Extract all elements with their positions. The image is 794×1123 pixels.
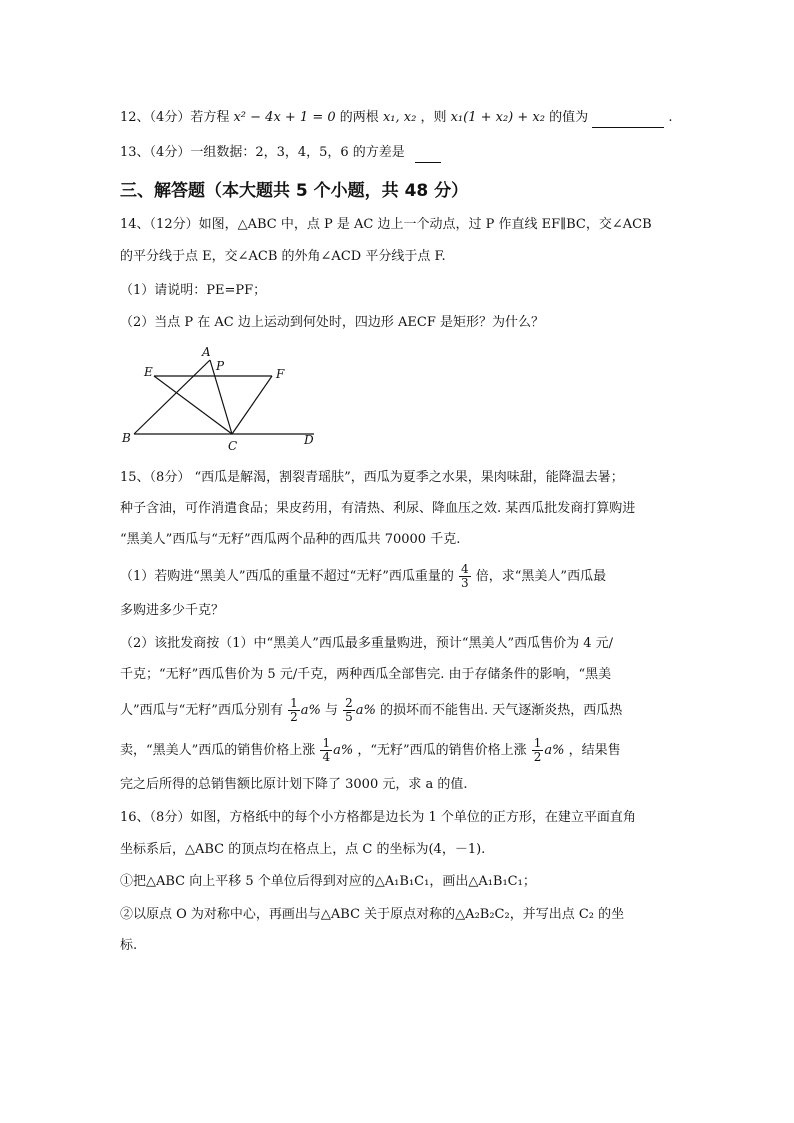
label-d: D (304, 433, 314, 447)
question-13 (120, 143, 441, 163)
q12-expression: x₁(1 + x₂) + x₂ (450, 110, 545, 125)
fraction-2-5: $\frac{2}{5}$ (345, 696, 353, 724)
q14-part-1: （1）请说明：PE=PF； (120, 283, 267, 298)
fraction-4-3: $\frac{4}{3}$ (461, 562, 469, 590)
q15-part-2-line-3: 人”西瓜与“无籽”西瓜分别有 $\frac{1}{2}$ a% 与 $\frac{2}{5}$ a% 的损坏而不能售出. 天气逐渐炎热，西瓜热 (120, 696, 623, 724)
q15-p1-text-b: 倍，求“黑美人”西瓜最 (475, 569, 607, 584)
q13-text: 13、（4分）一组数据：2，3，4，5，6 的方差是 (120, 145, 405, 160)
q12-answer-blank (592, 113, 664, 128)
q12-tail: 的值为 (549, 110, 589, 125)
q14-line-2: 的平分线于点 E，交∠ACB 的外角∠ACD 平分线于点 F. (120, 249, 446, 264)
label-e: E (144, 365, 153, 379)
q15-part-1 (120, 563, 606, 590)
label-c: C (228, 439, 238, 453)
q12-lead: 12、（4分）若方程 (120, 110, 230, 125)
question-12 (120, 108, 673, 128)
q15-part-2-line-5: 完之后所得的总销售额比原计划下降了 3000 元，求 a 的值. (120, 777, 468, 792)
q16-line-2: 坐标系后，△ABC 的顶点均在格点上，点 C 的坐标为(4，－1). (120, 842, 486, 857)
q12-mid: 的两根 (339, 110, 379, 125)
q15-part-2-line-1: （2）该批发商按（1）中“黑美人”西瓜最多重量购进，预计“黑美人”西瓜售价为 4 元/ (120, 636, 614, 651)
q15-p1-text-a: （1）若购进“黑美人”西瓜的重量不超过“无籽”西瓜重量的 (120, 569, 454, 584)
label-a: A (202, 345, 211, 359)
q16-line-3: ①把△ABC 向上平移 5 个单位后得到对应的△A₁B₁C₁，画出△A₁B₁C₁； (120, 874, 536, 889)
q12-mid2: ，则 (420, 110, 447, 125)
fraction-1-4: $\frac{1}{4}$ (322, 736, 331, 764)
label-f: F (276, 367, 285, 381)
q15-part-1-cont: 多购进多少千克？ (120, 603, 225, 618)
section-3-title: 三、解答题（本大题共 5 个小题，共 48 分） (120, 181, 469, 201)
q12-equation: x² − 4x + 1 = 0 (233, 110, 336, 125)
q12-roots: x₁, x₂ (382, 110, 417, 125)
q15-line-1: 15、（8分） “西瓜是解渴，割裂青瑶肤”，西瓜为夏季之水果，果肉味甜，能降温去暑； (120, 470, 624, 485)
q14-line-1: 14、（12分）如图，△ABC 中，点 P 是 AC 边上一个动点，过 P 作直线 EF∥BC，交∠ACB (120, 217, 652, 232)
q15-part-2-line-4: 卖，“黑美人”西瓜的销售价格上涨 $\frac{1}{4}$ a% ，“无籽”西瓜的销售价格上涨 $\frac{1}{2}$ a% ，结果售 (120, 736, 621, 764)
q16-line-1: 16、（8分）如图，方格纸中的每个小方格都是边长为 1 个单位的正方形，在建立平面直角 (120, 810, 636, 825)
line-cf (232, 376, 272, 434)
label-b: B (122, 431, 131, 445)
q12-end: . (668, 110, 673, 125)
q16-line-4: ②以原点 O 为对称中心，再画出与△ABC 关于原点对称的△A₂B₂C₂，并写出点 C₂ 的坐 (120, 907, 625, 922)
q14-part-2: （2）当点 P 在 AC 边上运动到何处时，四边形 AECF 是矩形？为什么？ (120, 315, 544, 330)
q14-geometry-figure (118, 342, 328, 454)
q15-line-3: “黑美人”西瓜与“无籽”西瓜两个品种的西瓜共 70000 千克. (120, 532, 461, 547)
q15-part-2-line-2: 千克；“无籽”西瓜售价为 5 元/千克，两种西瓜全部售完. 由于存储条件的影响，“黑美 (120, 667, 612, 682)
label-p: P (216, 359, 225, 373)
q15-line-2: 种子含油，可作消遣食品；果皮药用，有清热、利尿、降血压之效. 某西瓜批发商打算购进 (120, 501, 636, 516)
line-ec (154, 376, 232, 434)
q13-answer-blank (415, 148, 441, 163)
fraction-1-2: $\frac{1}{2}$ (290, 696, 298, 724)
fraction-1-2-b: $\frac{1}{2}$ (533, 736, 542, 764)
q16-line-5: 标. (120, 938, 138, 953)
